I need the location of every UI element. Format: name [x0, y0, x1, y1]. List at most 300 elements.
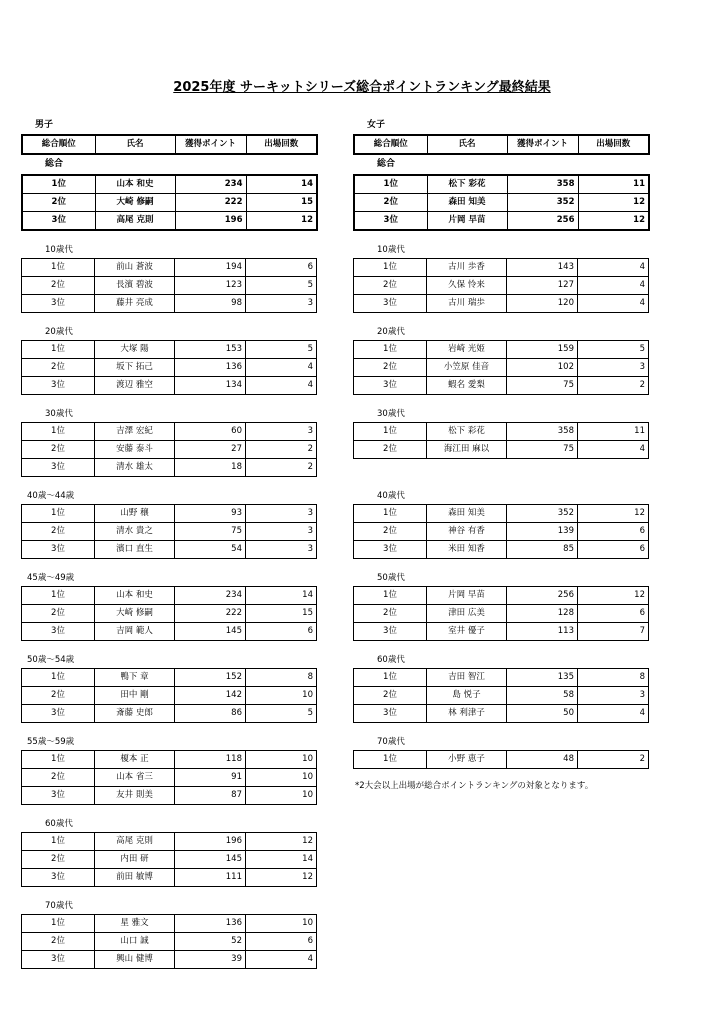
points-cell: 91: [175, 769, 246, 787]
table-row: [354, 623, 649, 641]
male-overall-label: 総合: [45, 159, 64, 169]
table-row: [22, 587, 317, 605]
female-overall-table: [353, 174, 650, 231]
column-header: 獲得ポイント: [507, 135, 578, 154]
column-header: 氏名: [427, 135, 507, 154]
male-category-label: 55歳～59歳: [27, 737, 75, 747]
points-cell: 222: [175, 605, 246, 623]
table-row: [354, 669, 649, 687]
male-category-table: [21, 832, 317, 887]
name-cell: 星 雅文: [95, 915, 175, 933]
rank-cell: 2位: [354, 687, 427, 705]
male-header-row: [21, 134, 318, 155]
points-cell: 136: [175, 915, 246, 933]
table-row: [22, 341, 317, 359]
name-cell: 藤井 亮成: [95, 295, 175, 313]
name-cell: 林 利津子: [427, 705, 507, 723]
table-row: [22, 541, 317, 559]
header-row: [22, 135, 317, 154]
name-cell: 大崎 修嗣: [95, 605, 175, 623]
table-row: [354, 295, 649, 313]
female-category-table: [353, 504, 649, 559]
points-cell: 352: [507, 194, 578, 212]
points-cell: 98: [175, 295, 246, 313]
rank-cell: 1位: [354, 423, 427, 441]
male-category-label: 20歳代: [45, 327, 73, 337]
rank-cell: 2位: [22, 933, 95, 951]
name-cell: 古川 瑞歩: [427, 295, 507, 313]
name-cell: 大崎 修嗣: [95, 194, 175, 212]
female-category-table: [353, 586, 649, 641]
name-cell: 吉岡 範人: [95, 623, 175, 641]
table-row: [354, 687, 649, 705]
table-row: [22, 295, 317, 313]
points-cell: 196: [175, 833, 246, 851]
points-cell: 159: [507, 341, 578, 359]
female-overall-label: 総合: [377, 159, 396, 169]
count-cell: 12: [246, 212, 317, 231]
points-cell: 113: [507, 623, 578, 641]
name-cell: 大塚 陽: [95, 341, 175, 359]
points-cell: 134: [175, 377, 246, 395]
header-row: [354, 135, 649, 154]
rank-cell: 3位: [354, 212, 427, 231]
table-row: [22, 705, 317, 723]
count-cell: 6: [246, 623, 317, 641]
count-cell: 7: [578, 623, 649, 641]
points-cell: 111: [175, 869, 246, 887]
rank-cell: 3位: [354, 623, 427, 641]
table-row: [354, 605, 649, 623]
points-cell: 136: [175, 359, 246, 377]
table-row: [22, 259, 317, 277]
rank-cell: 1位: [22, 669, 95, 687]
count-cell: 3: [578, 687, 649, 705]
table-row: [22, 441, 317, 459]
points-cell: 118: [175, 751, 246, 769]
table-row: [22, 851, 317, 869]
table-row: [354, 377, 649, 395]
table-row: [22, 523, 317, 541]
table-row: [354, 587, 649, 605]
points-cell: 75: [507, 377, 578, 395]
rank-cell: 1位: [22, 341, 95, 359]
count-cell: 10: [246, 787, 317, 805]
male-category-table: [21, 504, 317, 559]
points-cell: 196: [175, 212, 246, 231]
count-cell: 4: [578, 705, 649, 723]
count-cell: 3: [246, 295, 317, 313]
rank-cell: 2位: [354, 523, 427, 541]
rank-cell: 3位: [22, 295, 95, 313]
count-cell: 8: [578, 669, 649, 687]
male-category-label: 45歳～49歳: [27, 573, 75, 583]
rank-cell: 3位: [354, 541, 427, 559]
male-category-label: 50歳～54歳: [27, 655, 75, 665]
male-category-label: 60歳代: [45, 819, 73, 829]
footnote: *2大会以上出場が総合ポイントランキングの対象となります。: [355, 781, 594, 791]
points-cell: 358: [507, 175, 578, 194]
table-row: [22, 175, 317, 194]
count-cell: 4: [578, 295, 649, 313]
count-cell: 2: [578, 751, 649, 769]
name-cell: 吉澤 宏紀: [95, 423, 175, 441]
points-cell: 352: [507, 505, 578, 523]
count-cell: 6: [246, 259, 317, 277]
count-cell: 14: [246, 587, 317, 605]
count-cell: 14: [246, 851, 317, 869]
count-cell: 4: [578, 259, 649, 277]
count-cell: 5: [246, 277, 317, 295]
count-cell: 12: [246, 869, 317, 887]
male-category-label: 40歳～44歳: [27, 491, 75, 501]
table-row: [22, 459, 317, 477]
name-cell: 吉田 智江: [427, 669, 507, 687]
name-cell: 長濱 碧波: [95, 277, 175, 295]
points-cell: 143: [507, 259, 578, 277]
points-cell: 145: [175, 851, 246, 869]
points-cell: 120: [507, 295, 578, 313]
count-cell: 10: [246, 687, 317, 705]
count-cell: 4: [578, 441, 649, 459]
female-category-table: [353, 750, 649, 769]
table-row: [354, 212, 649, 231]
points-cell: 52: [175, 933, 246, 951]
count-cell: 3: [246, 541, 317, 559]
table-row: [354, 523, 649, 541]
name-cell: 山本 和史: [95, 175, 175, 194]
table-row: [354, 505, 649, 523]
female-category-label: 50歳代: [377, 573, 405, 583]
name-cell: 片岡 早苗: [427, 212, 507, 231]
name-cell: 高尾 克則: [95, 212, 175, 231]
name-cell: 森田 知美: [427, 505, 507, 523]
name-cell: 清水 雄太: [95, 459, 175, 477]
table-row: [22, 751, 317, 769]
count-cell: 12: [246, 833, 317, 851]
female-category-table: [353, 258, 649, 313]
table-row: [354, 705, 649, 723]
points-cell: 127: [507, 277, 578, 295]
rank-cell: 2位: [22, 194, 95, 212]
points-cell: 234: [175, 587, 246, 605]
count-cell: 10: [246, 915, 317, 933]
rank-cell: 2位: [354, 194, 427, 212]
male-label: 男子: [35, 120, 54, 130]
name-cell: 渡辺 雅空: [95, 377, 175, 395]
name-cell: 前山 蒼波: [95, 259, 175, 277]
points-cell: 142: [175, 687, 246, 705]
table-row: [22, 359, 317, 377]
name-cell: 室井 優子: [427, 623, 507, 641]
count-cell: 3: [246, 505, 317, 523]
table-row: [22, 277, 317, 295]
points-cell: 27: [175, 441, 246, 459]
rank-cell: 1位: [354, 341, 427, 359]
table-row: [354, 441, 649, 459]
rank-cell: 1位: [354, 751, 427, 769]
count-cell: 10: [246, 751, 317, 769]
rank-cell: 1位: [354, 669, 427, 687]
name-cell: 小笠原 佳音: [427, 359, 507, 377]
count-cell: 8: [246, 669, 317, 687]
rank-cell: 1位: [22, 751, 95, 769]
column-header: 総合順位: [22, 135, 95, 154]
male-category-table: [21, 914, 317, 969]
female-category-label: 60歳代: [377, 655, 405, 665]
count-cell: 5: [578, 341, 649, 359]
male-category-label: 30歳代: [45, 409, 73, 419]
points-cell: 123: [175, 277, 246, 295]
count-cell: 5: [246, 341, 317, 359]
points-cell: 18: [175, 459, 246, 477]
table-row: [354, 751, 649, 769]
name-cell: 山野 穣: [95, 505, 175, 523]
points-cell: 102: [507, 359, 578, 377]
name-cell: 小野 恵子: [427, 751, 507, 769]
male-overall-table: [21, 174, 318, 231]
rank-cell: 3位: [22, 623, 95, 641]
rank-cell: 1位: [22, 259, 95, 277]
table-row: [22, 423, 317, 441]
female-category-label: 30歳代: [377, 409, 405, 419]
points-cell: 75: [507, 441, 578, 459]
name-cell: 安藤 泰斗: [95, 441, 175, 459]
name-cell: 興山 健博: [95, 951, 175, 969]
name-cell: 岩崎 光姫: [427, 341, 507, 359]
name-cell: 山口 誠: [95, 933, 175, 951]
name-cell: 片岡 早苗: [427, 587, 507, 605]
table-row: [22, 505, 317, 523]
column-header: 氏名: [95, 135, 175, 154]
male-category-table: [21, 750, 317, 805]
points-cell: 54: [175, 541, 246, 559]
table-row: [22, 669, 317, 687]
points-cell: 48: [507, 751, 578, 769]
column-header: 出場回数: [246, 135, 317, 154]
count-cell: 6: [578, 523, 649, 541]
name-cell: 米田 知香: [427, 541, 507, 559]
rank-cell: 2位: [354, 359, 427, 377]
column-header: 獲得ポイント: [175, 135, 246, 154]
rank-cell: 2位: [22, 769, 95, 787]
name-cell: 神谷 有香: [427, 523, 507, 541]
name-cell: 濱口 直生: [95, 541, 175, 559]
male-category-table: [21, 258, 317, 313]
female-label: 女子: [367, 120, 386, 130]
count-cell: 5: [246, 705, 317, 723]
rank-cell: 2位: [22, 441, 95, 459]
points-cell: 145: [175, 623, 246, 641]
count-cell: 4: [246, 951, 317, 969]
rank-cell: 2位: [22, 277, 95, 295]
female-category-table: [353, 340, 649, 395]
count-cell: 15: [246, 194, 317, 212]
female-category-table: [353, 422, 649, 459]
points-cell: 256: [507, 587, 578, 605]
male-category-table: [21, 668, 317, 723]
points-cell: 86: [175, 705, 246, 723]
rank-cell: 3位: [22, 212, 95, 231]
count-cell: 6: [578, 541, 649, 559]
name-cell: 田中 剛: [95, 687, 175, 705]
points-cell: 58: [507, 687, 578, 705]
rank-cell: 3位: [22, 869, 95, 887]
name-cell: 坂下 拓己: [95, 359, 175, 377]
name-cell: 榎本 正: [95, 751, 175, 769]
rank-cell: 3位: [354, 377, 427, 395]
table-row: [354, 541, 649, 559]
name-cell: 松下 彩花: [427, 423, 507, 441]
table-row: [22, 933, 317, 951]
count-cell: 4: [246, 377, 317, 395]
table-row: [22, 687, 317, 705]
name-cell: 島 悦子: [427, 687, 507, 705]
count-cell: 15: [246, 605, 317, 623]
table-row: [22, 605, 317, 623]
points-cell: 256: [507, 212, 578, 231]
points-cell: 135: [507, 669, 578, 687]
points-cell: 139: [507, 523, 578, 541]
male-category-table: [21, 586, 317, 641]
count-cell: 11: [578, 175, 649, 194]
rank-cell: 3位: [22, 705, 95, 723]
table-row: [22, 951, 317, 969]
rank-cell: 3位: [22, 541, 95, 559]
points-cell: 39: [175, 951, 246, 969]
name-cell: 清水 貴之: [95, 523, 175, 541]
name-cell: 友井 則美: [95, 787, 175, 805]
name-cell: 鴨下 章: [95, 669, 175, 687]
points-cell: 87: [175, 787, 246, 805]
rank-cell: 1位: [22, 423, 95, 441]
points-cell: 358: [507, 423, 578, 441]
name-cell: 古川 歩香: [427, 259, 507, 277]
name-cell: 斎藤 史郎: [95, 705, 175, 723]
table-row: [22, 787, 317, 805]
name-cell: 森田 知美: [427, 194, 507, 212]
count-cell: 11: [578, 423, 649, 441]
points-cell: 75: [175, 523, 246, 541]
name-cell: 津田 広美: [427, 605, 507, 623]
rank-cell: 1位: [354, 505, 427, 523]
name-cell: 内田 研: [95, 851, 175, 869]
count-cell: 2: [246, 459, 317, 477]
table-row: [354, 341, 649, 359]
points-cell: 234: [175, 175, 246, 194]
rank-cell: 1位: [22, 833, 95, 851]
rank-cell: 2位: [354, 441, 427, 459]
female-category-label: 20歳代: [377, 327, 405, 337]
name-cell: 山本 省三: [95, 769, 175, 787]
table-row: [354, 175, 649, 194]
points-cell: 153: [175, 341, 246, 359]
count-cell: 12: [578, 194, 649, 212]
count-cell: 6: [246, 933, 317, 951]
rank-cell: 3位: [354, 705, 427, 723]
name-cell: 前田 敏博: [95, 869, 175, 887]
table-row: [22, 212, 317, 231]
rank-cell: 1位: [22, 175, 95, 194]
rank-cell: 3位: [354, 295, 427, 313]
female-category-table: [353, 668, 649, 723]
column-header: 出場回数: [578, 135, 649, 154]
table-row: [22, 869, 317, 887]
points-cell: 222: [175, 194, 246, 212]
table-row: [354, 194, 649, 212]
rank-cell: 1位: [354, 587, 427, 605]
rank-cell: 2位: [354, 277, 427, 295]
table-row: [22, 377, 317, 395]
table-row: [22, 769, 317, 787]
points-cell: 85: [507, 541, 578, 559]
count-cell: 3: [246, 423, 317, 441]
rank-cell: 2位: [22, 359, 95, 377]
name-cell: 高尾 克則: [95, 833, 175, 851]
table-row: [354, 277, 649, 295]
male-category-label: 10歳代: [45, 245, 73, 255]
points-cell: 194: [175, 259, 246, 277]
table-row: [22, 915, 317, 933]
page-title: 2025年度 サーキットシリーズ総合ポイントランキング最終結果: [173, 80, 551, 95]
name-cell: 久保 怜来: [427, 277, 507, 295]
points-cell: 93: [175, 505, 246, 523]
rank-cell: 1位: [354, 175, 427, 194]
name-cell: 松下 彩花: [427, 175, 507, 194]
count-cell: 4: [578, 277, 649, 295]
points-cell: 50: [507, 705, 578, 723]
male-category-table: [21, 422, 317, 477]
rank-cell: 3位: [22, 787, 95, 805]
count-cell: 12: [578, 587, 649, 605]
rank-cell: 1位: [22, 587, 95, 605]
female-category-label: 70歳代: [377, 737, 405, 747]
rank-cell: 3位: [22, 459, 95, 477]
points-cell: 152: [175, 669, 246, 687]
rank-cell: 2位: [354, 605, 427, 623]
name-cell: 海江田 麻以: [427, 441, 507, 459]
count-cell: 3: [246, 523, 317, 541]
female-category-label: 40歳代: [377, 491, 405, 501]
count-cell: 12: [578, 505, 649, 523]
table-row: [354, 423, 649, 441]
column-header: 総合順位: [354, 135, 427, 154]
count-cell: 10: [246, 769, 317, 787]
table-row: [22, 833, 317, 851]
rank-cell: 1位: [22, 915, 95, 933]
count-cell: 3: [578, 359, 649, 377]
rank-cell: 1位: [354, 259, 427, 277]
name-cell: 蝦名 愛梨: [427, 377, 507, 395]
table-row: [22, 194, 317, 212]
rank-cell: 2位: [22, 851, 95, 869]
rank-cell: 3位: [22, 951, 95, 969]
rank-cell: 2位: [22, 523, 95, 541]
rank-cell: 2位: [22, 687, 95, 705]
female-category-label: 10歳代: [377, 245, 405, 255]
count-cell: 2: [246, 441, 317, 459]
rank-cell: 3位: [22, 377, 95, 395]
rank-cell: 1位: [22, 505, 95, 523]
points-cell: 60: [175, 423, 246, 441]
points-cell: 128: [507, 605, 578, 623]
male-category-table: [21, 340, 317, 395]
name-cell: 山本 和史: [95, 587, 175, 605]
rank-cell: 2位: [22, 605, 95, 623]
count-cell: 4: [246, 359, 317, 377]
count-cell: 12: [578, 212, 649, 231]
table-row: [22, 623, 317, 641]
